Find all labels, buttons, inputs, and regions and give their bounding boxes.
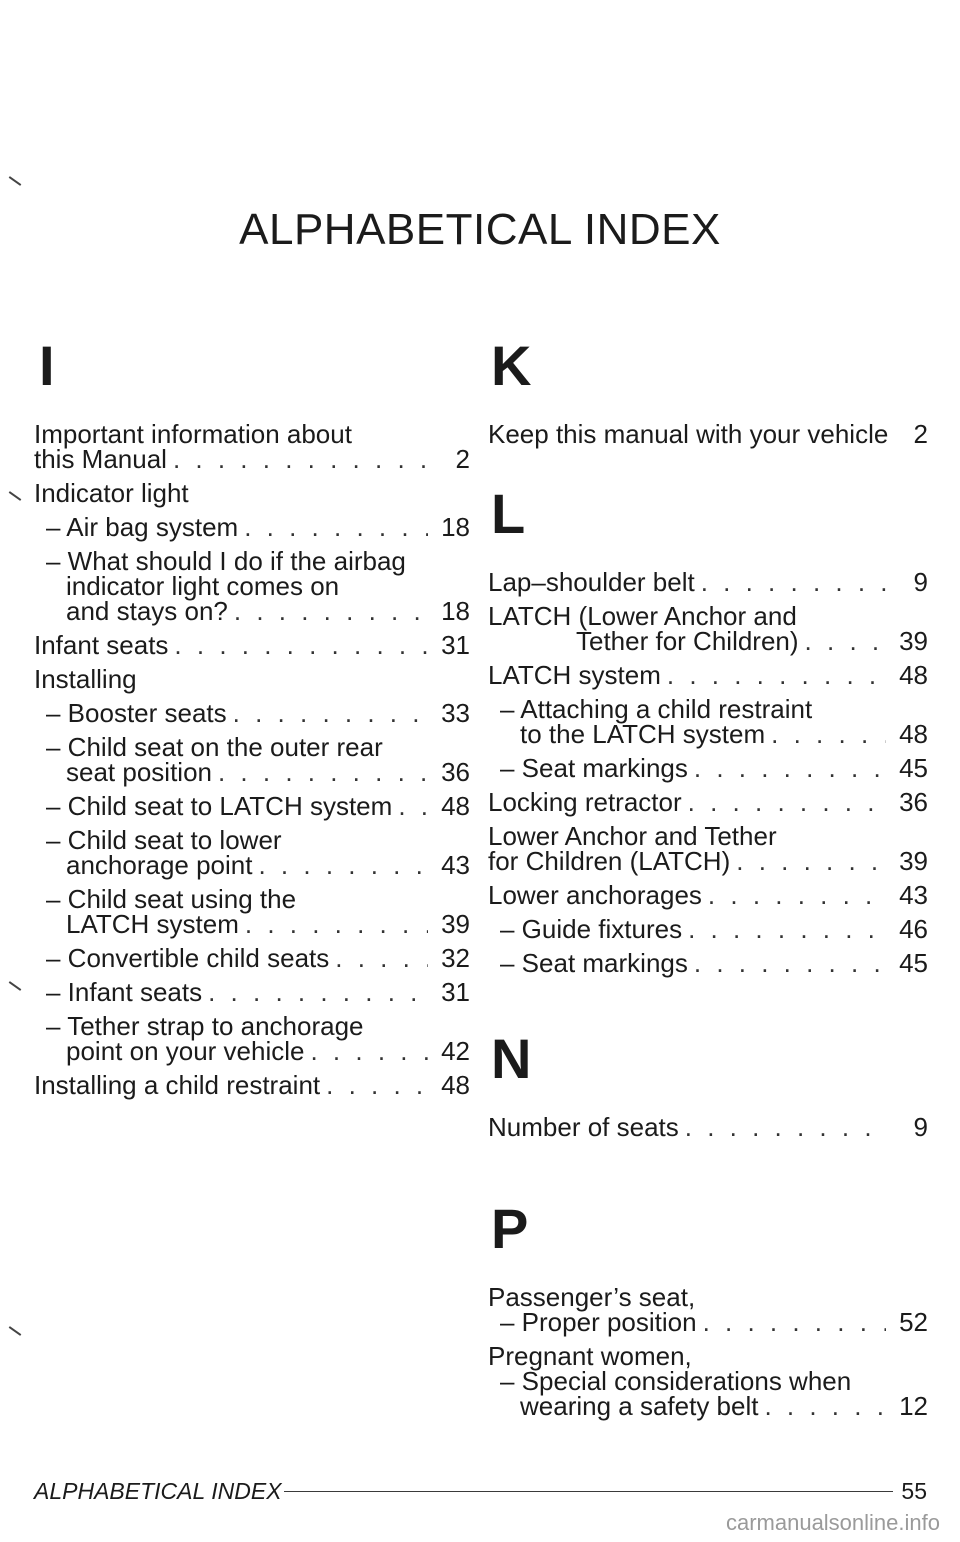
index-entry (34, 478, 470, 508)
index-entry (488, 419, 928, 449)
dot-leader (326, 1073, 428, 1098)
entry-text: to the LATCH system (520, 719, 766, 749)
entry-text: – Air bag system (46, 512, 239, 542)
index-subentry (34, 943, 470, 973)
entry-text: Number of seats (488, 1112, 679, 1142)
page-number: 42 (441, 1036, 470, 1066)
entry-text: seat position (66, 757, 212, 787)
index-entry (488, 567, 928, 597)
page-number: 52 (899, 1307, 928, 1337)
page-number: 46 (899, 914, 928, 944)
entry-text: Tether for Children) (576, 626, 799, 656)
index-subentry (34, 698, 470, 728)
entry-text: – Infant seats (46, 977, 203, 1007)
index-subentry (34, 732, 470, 787)
index-entry (488, 601, 928, 656)
index-entry (488, 821, 928, 876)
page-number: 31 (441, 630, 470, 660)
page-number: 36 (899, 787, 928, 817)
entry-text: – Guide fixtures (500, 914, 683, 944)
entry-text: – Child seat to lower (46, 825, 282, 855)
page-number: 33 (441, 698, 470, 728)
page-footer (34, 1478, 927, 1505)
index-entry (34, 1070, 470, 1100)
entry-text: and stays on? (66, 596, 228, 626)
page-number: 32 (441, 943, 470, 973)
footer-label: ALPHABETICAL INDEX (34, 1478, 282, 1504)
dot-leader (688, 790, 886, 815)
section-letter-i: I (39, 334, 55, 397)
dot-leader (208, 980, 428, 1005)
entry-text: Infant seats (34, 630, 169, 660)
section-letter-n: N (491, 1027, 532, 1090)
dot-leader (805, 629, 886, 654)
index-entry (488, 660, 928, 690)
entry-text: – Special considerations when (500, 1366, 852, 1396)
entry-text: anchorage point (66, 850, 253, 880)
edge-mark (9, 176, 22, 186)
edge-mark (9, 491, 22, 501)
index-subentry (34, 512, 470, 542)
entry-text: – Child seat on the outer rear (46, 732, 383, 762)
index-subentry (34, 546, 470, 626)
page-number: 48 (441, 1070, 470, 1100)
page-number: 45 (899, 948, 928, 978)
page-number: 2 (455, 444, 470, 474)
dot-leader (245, 912, 428, 937)
dot-leader (335, 946, 428, 971)
dot-leader (398, 794, 428, 819)
index-subentry (34, 825, 470, 880)
page-number: 43 (899, 880, 928, 910)
page-number: 48 (441, 791, 470, 821)
index-subentry (488, 753, 928, 783)
index-subentry (34, 884, 470, 939)
entry-text: Passenger’s seat, (488, 1282, 696, 1312)
index-column-right (488, 334, 928, 1428)
dot-leader (218, 760, 428, 785)
page-number: 48 (899, 660, 928, 690)
entry-text: Indicator light (34, 478, 189, 508)
dot-leader (703, 1310, 886, 1335)
footer-page-number: 55 (901, 1478, 927, 1504)
index-subentry (488, 694, 928, 749)
footer-rule (284, 1491, 894, 1492)
index-subentry (34, 1011, 470, 1066)
entry-text: – Booster seats (46, 698, 227, 728)
entry-text: – Proper position (500, 1307, 697, 1337)
index-entry (34, 630, 470, 660)
dot-leader (764, 1394, 886, 1419)
page-number: 39 (899, 626, 928, 656)
entry-text: Installing (34, 664, 137, 694)
index-subentry (34, 791, 470, 821)
entry-text: wearing a safety belt (520, 1391, 759, 1421)
page-title: ALPHABETICAL INDEX (239, 205, 721, 254)
entry-text: – Convertible child seats (46, 943, 330, 973)
entry-text: – Attaching a child restraint (500, 694, 813, 724)
entry-text: – Child seat using the (46, 884, 297, 914)
dot-leader (701, 570, 886, 595)
entry-text: Important information about (34, 419, 352, 449)
page-number: 12 (899, 1391, 928, 1421)
entry-text: this Manual (34, 444, 167, 474)
index-subentry (488, 948, 928, 978)
dot-leader (667, 663, 886, 688)
entry-text: – Child seat to LATCH system (46, 791, 393, 821)
index-subentry (488, 914, 928, 944)
section-letter-k: K (491, 334, 532, 397)
dot-leader (233, 701, 428, 726)
entry-text: for Children (LATCH) (488, 846, 731, 876)
dot-leader (173, 447, 428, 472)
page-number: 36 (441, 757, 470, 787)
page-number: 48 (899, 719, 928, 749)
watermark: carmanualsonline.info (725, 1510, 940, 1535)
page-number: 2 (913, 419, 928, 449)
dot-leader (694, 756, 886, 781)
index-subentry (34, 977, 470, 1007)
page-number: 45 (899, 753, 928, 783)
entry-text: Lower anchorages (488, 880, 702, 910)
dot-leader (736, 849, 886, 874)
section-letter-l: L (491, 482, 526, 545)
index-entry (488, 787, 928, 817)
entry-text: Lower Anchor and Tether (488, 821, 777, 851)
dot-leader (310, 1039, 428, 1064)
entry-text: Locking retractor (488, 787, 682, 817)
index-subentry (488, 1366, 928, 1421)
entry-text: – Tether strap to anchorage (46, 1011, 364, 1041)
edge-mark (9, 1326, 22, 1336)
index-column-left (34, 334, 470, 1107)
entry-text: – Seat markings (500, 948, 688, 978)
page-number: 39 (899, 846, 928, 876)
edge-mark (9, 981, 22, 991)
index-entry (488, 1112, 928, 1142)
entry-text: – Seat markings (500, 753, 688, 783)
entry-text: Lap–shoulder belt (488, 567, 695, 597)
page-number: 31 (441, 977, 470, 1007)
dot-leader (234, 599, 428, 624)
entry-text: – What should I do if the airbag (46, 546, 406, 576)
entry-text: indicator light comes on (66, 571, 340, 601)
page-number: 9 (913, 1112, 928, 1142)
page-number: 18 (441, 512, 470, 542)
dot-leader (258, 853, 428, 878)
dot-leader (708, 883, 886, 908)
index-entry (34, 419, 470, 474)
entry-text: Pregnant women, (488, 1341, 692, 1371)
dot-leader (694, 951, 886, 976)
section-letter-p: P (491, 1197, 529, 1260)
page-number: 43 (441, 850, 470, 880)
page-number: 9 (913, 567, 928, 597)
entry-text: LATCH (Lower Anchor and (488, 601, 797, 631)
entry-text: LATCH system (488, 660, 661, 690)
entry-text: LATCH system (66, 909, 239, 939)
entry-text: Installing a child restraint (34, 1070, 321, 1100)
index-subentry (488, 1307, 928, 1337)
entry-text: Keep this manual with your vehicle (488, 419, 889, 449)
index-entry (34, 664, 470, 694)
dot-leader (685, 1115, 886, 1140)
index-entry (488, 880, 928, 910)
dot-leader (244, 515, 428, 540)
page-number: 18 (441, 596, 470, 626)
page-number: 39 (441, 909, 470, 939)
dot-leader (771, 722, 886, 747)
entry-text: point on your vehicle (66, 1036, 305, 1066)
dot-leader (174, 633, 428, 658)
dot-leader (688, 917, 886, 942)
